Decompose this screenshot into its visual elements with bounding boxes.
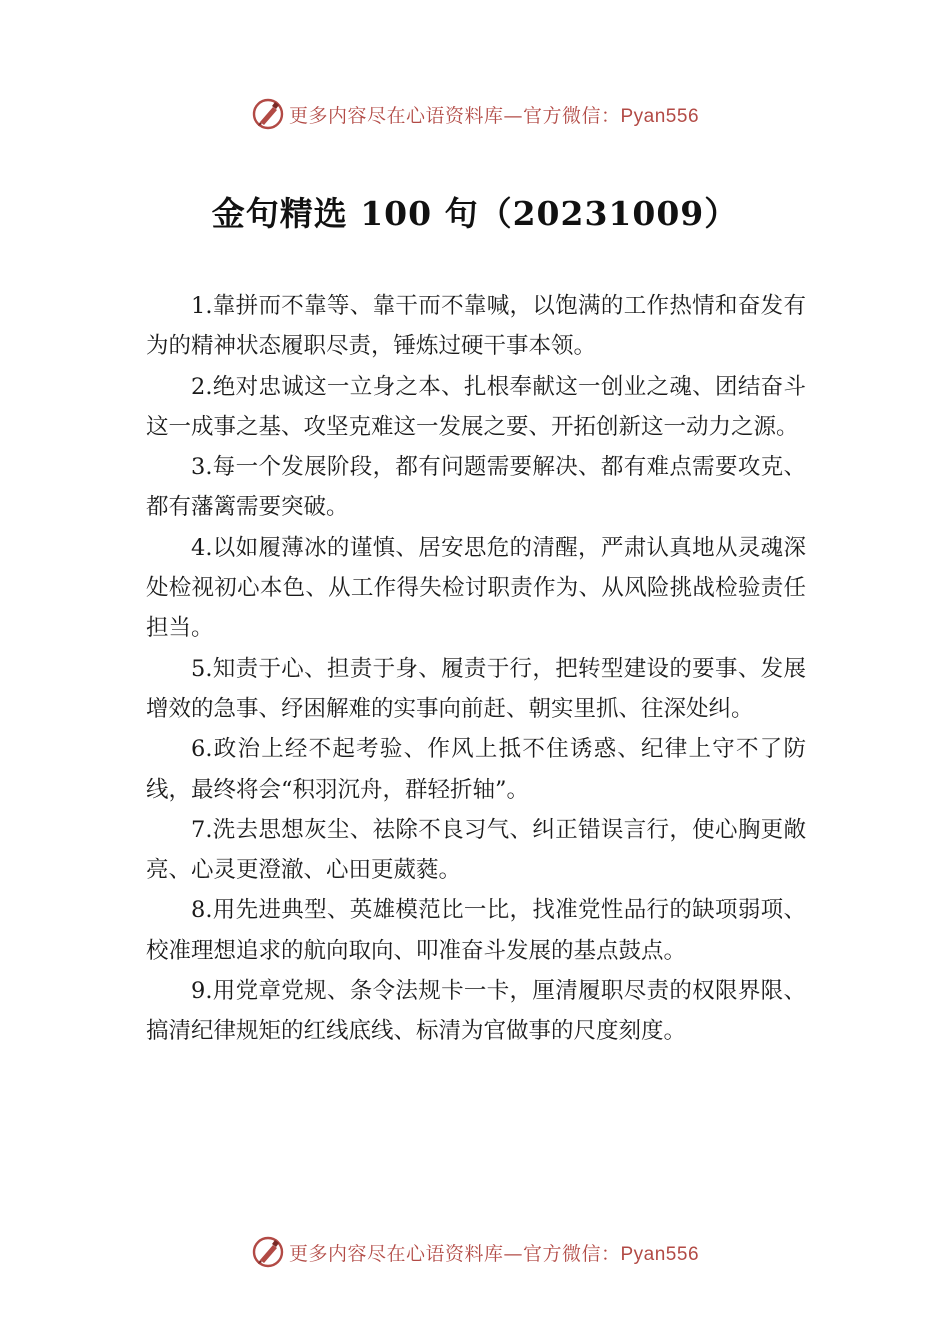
header-watermark — [0, 94, 950, 134]
paragraph: 9.用党章党规、条令法规卡一卡，厘清履职尽责的权限界限、搞清纪律规矩的红线底线、标清为官做事的尺度刻度。 — [146, 978, 806, 1045]
paragraph: 3.每一个发展阶段，都有问题需要解决、都有难点需要攻克、都有藩篱需要突破。 — [146, 454, 806, 521]
paragraph: 4.以如履薄冰的谨慎、居安思危的清醒，严肃认真地从灵魂深处检视初心本色、从工作得失检讨职责作为、从风险挑战检验责任担当。 — [146, 534, 806, 642]
wechat-id: Pyan556 — [620, 105, 700, 127]
watermark-text: 更多内容尽在心语资料库—官方微信：Pyan556 — [288, 1242, 700, 1265]
paragraph: 5.知责于心、担责于身、履责于行，把转型建设的要事、发展增效的急事、纾困解难的实事向前赶、朝实里抓、往深处纠。 — [146, 655, 806, 722]
paragraph: 2.绝对忠诚这一立身之本、扎根奉献这一创业之魂、团结奋斗这一成事之基、攻坚克难这一发展之要、开拓创新这一动力之源。 — [146, 373, 806, 440]
paragraph: 8.用先进典型、英雄模范比一比，找准党性品行的缺项弱项、校准理想追求的航向取向、叩准奋斗发展的基点鼓点。 — [146, 897, 806, 964]
pen-logo-icon — [251, 97, 285, 131]
watermark-text: 更多内容尽在心语资料库—官方微信：Pyan556 — [288, 104, 700, 127]
pen-logo-icon — [251, 1235, 285, 1269]
paragraph: 6.政治上经不起考验、作风上抵不住诱惑、纪律上守不了防线，最终将会“积羽沉舟，群轻折轴”。 — [146, 736, 806, 803]
document-body — [146, 286, 806, 1052]
paragraph: 7.洗去思想灰尘、祛除不良习气、纠正错误言行，使心胸更敞亮、心灵更澄澈、心田更葳蕤。 — [146, 816, 806, 884]
document-title: 金句精选 100 句（20231009） — [211, 194, 739, 233]
wechat-id: Pyan556 — [620, 1243, 700, 1265]
paragraph: 1.靠拼而不靠等、靠干而不靠喊，以饱满的工作热情和奋发有为的精神状态履职尽责，锤炼过硬干事本领。 — [146, 293, 806, 360]
footer-watermark — [0, 1232, 950, 1272]
